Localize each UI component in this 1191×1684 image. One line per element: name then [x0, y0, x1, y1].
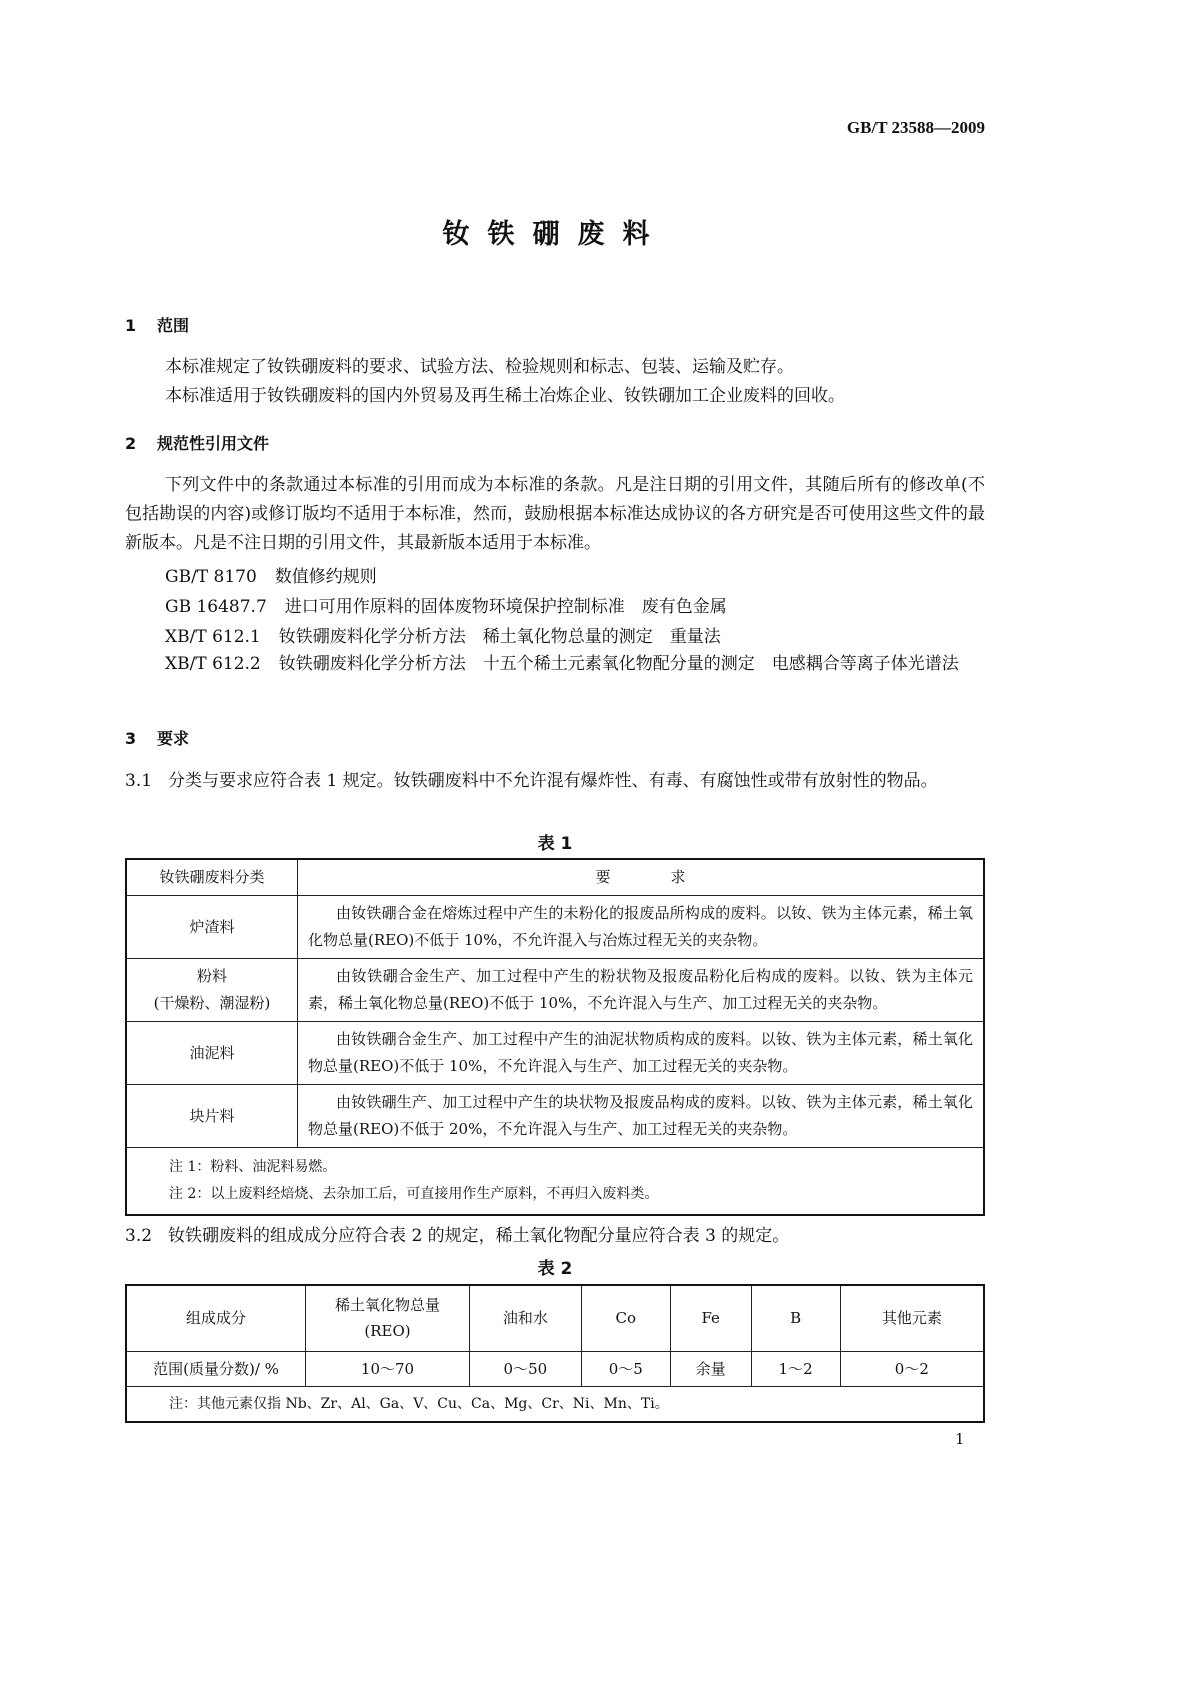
table-header: Co: [581, 1285, 670, 1351]
table-note: 注：其他元素仅指 Nb、Zr、Al、Ga、V、Cu、Ca、Mg、Cr、Ni、Mn、Ti。: [126, 1386, 984, 1422]
paragraph: 下列文件中的条款通过本标准的引用而成为本标准的条款。凡是注日期的引用文件，其随后所有的修改单(不包括勘误的内容)或修订版均不适用于本标准，然而，鼓励根据本标准达成协议的各方研究是否可使用这些文件的最新版本。凡是不注日期的引用文件，其最新版本适用于本标准。: [125, 475, 985, 553]
table-header: 稀土氧化物总量 (REO): [306, 1285, 470, 1351]
requirement-cell: 由钕铁硼合金生产、加工过程中产生的油泥状物质构成的废料。以钕、铁为主体元素，稀土氧化物总量(REO)不低于 10%，不允许混入与生产、加工过程无关的夹杂物。: [298, 1022, 985, 1085]
table-header-row: [126, 1285, 984, 1351]
table-cell: 余量: [670, 1351, 751, 1386]
table-cell: 0～50: [470, 1351, 582, 1386]
table-1: [125, 858, 985, 1216]
table-cell: 范围(质量分数)/ %: [126, 1351, 306, 1386]
reference-item: XB/T 612.1 钕铁硼废料化学分析方法 稀土氧化物总量的测定 重量法: [165, 627, 721, 647]
paragraph: 本标准适用于钕铁硼废料的国内外贸易及再生稀土冶炼企业、钕铁硼加工企业废料的回收。: [165, 386, 845, 406]
table-header: 其他元素: [840, 1285, 984, 1351]
table-row: [126, 1022, 984, 1085]
table-row: [126, 1351, 984, 1386]
table-cell: 10～70: [306, 1351, 470, 1386]
reference-item: XB/T 612.2 钕铁硼废料化学分析方法 十五个稀土元素氧化物配分量的测定 电感耦合等离子体光谱法: [165, 654, 959, 674]
standard-number: GB/T 23588—2009: [846, 118, 985, 137]
table-2: [125, 1284, 985, 1423]
table-header: 组成成分: [126, 1285, 306, 1351]
category-cell: 块片料: [126, 1085, 298, 1148]
category-cell: 粉料 (干燥粉、潮湿粉): [126, 959, 298, 1022]
section-2-heading: 2 规范性引用文件: [125, 434, 270, 453]
requirement-cell: 由钕铁硼合金生产、加工过程中产生的粉状物及报废品粉化后构成的废料。以钕、铁为主体元素，稀土氧化物总量(REO)不低于 10%，不允许混入与生产、加工过程无关的夹杂物。: [298, 959, 985, 1022]
requirement-cell: 由钕铁硼合金在熔炼过程中产生的未粉化的报废品所构成的废料。以钕、铁为主体元素，稀土氧化物总量(REO)不低于 10%，不允许混入与冶炼过程无关的夹杂物。: [298, 896, 985, 959]
table-row: [126, 896, 984, 959]
page-number: 1: [955, 1430, 965, 1448]
table-2-caption: 表 2: [537, 1259, 573, 1279]
table-header: B: [751, 1285, 840, 1351]
paragraph: 本标准规定了钕铁硼废料的要求、试验方法、检验规则和标志、包装、运输及贮存。: [165, 357, 794, 377]
table-header: 钕铁硼废料分类: [126, 859, 298, 896]
clause-3-1: 3.1 分类与要求应符合表 1 规定。钕铁硼废料中不允许混有爆炸性、有毒、有腐蚀性或带有放射性的物品。: [125, 771, 938, 791]
table-cell: 0～5: [581, 1351, 670, 1386]
section-3-heading: 3 要求: [125, 729, 190, 748]
reference-item: GB 16487.7 进口可用作原料的固体废物环境保护控制标准 废有色金属: [165, 597, 727, 617]
table-cell: 0～2: [840, 1351, 984, 1386]
clause-3-2: 3.2 钕铁硼废料的组成成分应符合表 2 的规定，稀土氧化物配分量应符合表 3 的规定。: [125, 1226, 790, 1246]
table-row: [126, 959, 984, 1022]
requirement-cell: 由钕铁硼生产、加工过程中产生的块状物及报废品构成的废料。以钕、铁为主体元素，稀土氧化物总量(REO)不低于 20%，不允许混入与生产、加工过程无关的夹杂物。: [298, 1085, 985, 1148]
category-cell: 炉渣料: [126, 896, 298, 959]
table-cell: 1～2: [751, 1351, 840, 1386]
table-header: Fe: [670, 1285, 751, 1351]
table-1-caption: 表 1: [537, 834, 573, 854]
table-header: 油和水: [470, 1285, 582, 1351]
reference-item: GB/T 8170 数值修约规则: [165, 567, 377, 587]
category-cell: 油泥料: [126, 1022, 298, 1085]
document-title: 钕铁硼废料: [442, 219, 668, 250]
table-header: 要 求: [298, 859, 985, 896]
table-notes: 注 1：粉料、油泥料易燃。 注 2：以上废料经焙烧、去杂加工后，可直接用作生产原料，不再归入废料类。: [126, 1148, 984, 1216]
section-1-heading: 1 范围: [125, 316, 190, 335]
table-row: [126, 1085, 984, 1148]
